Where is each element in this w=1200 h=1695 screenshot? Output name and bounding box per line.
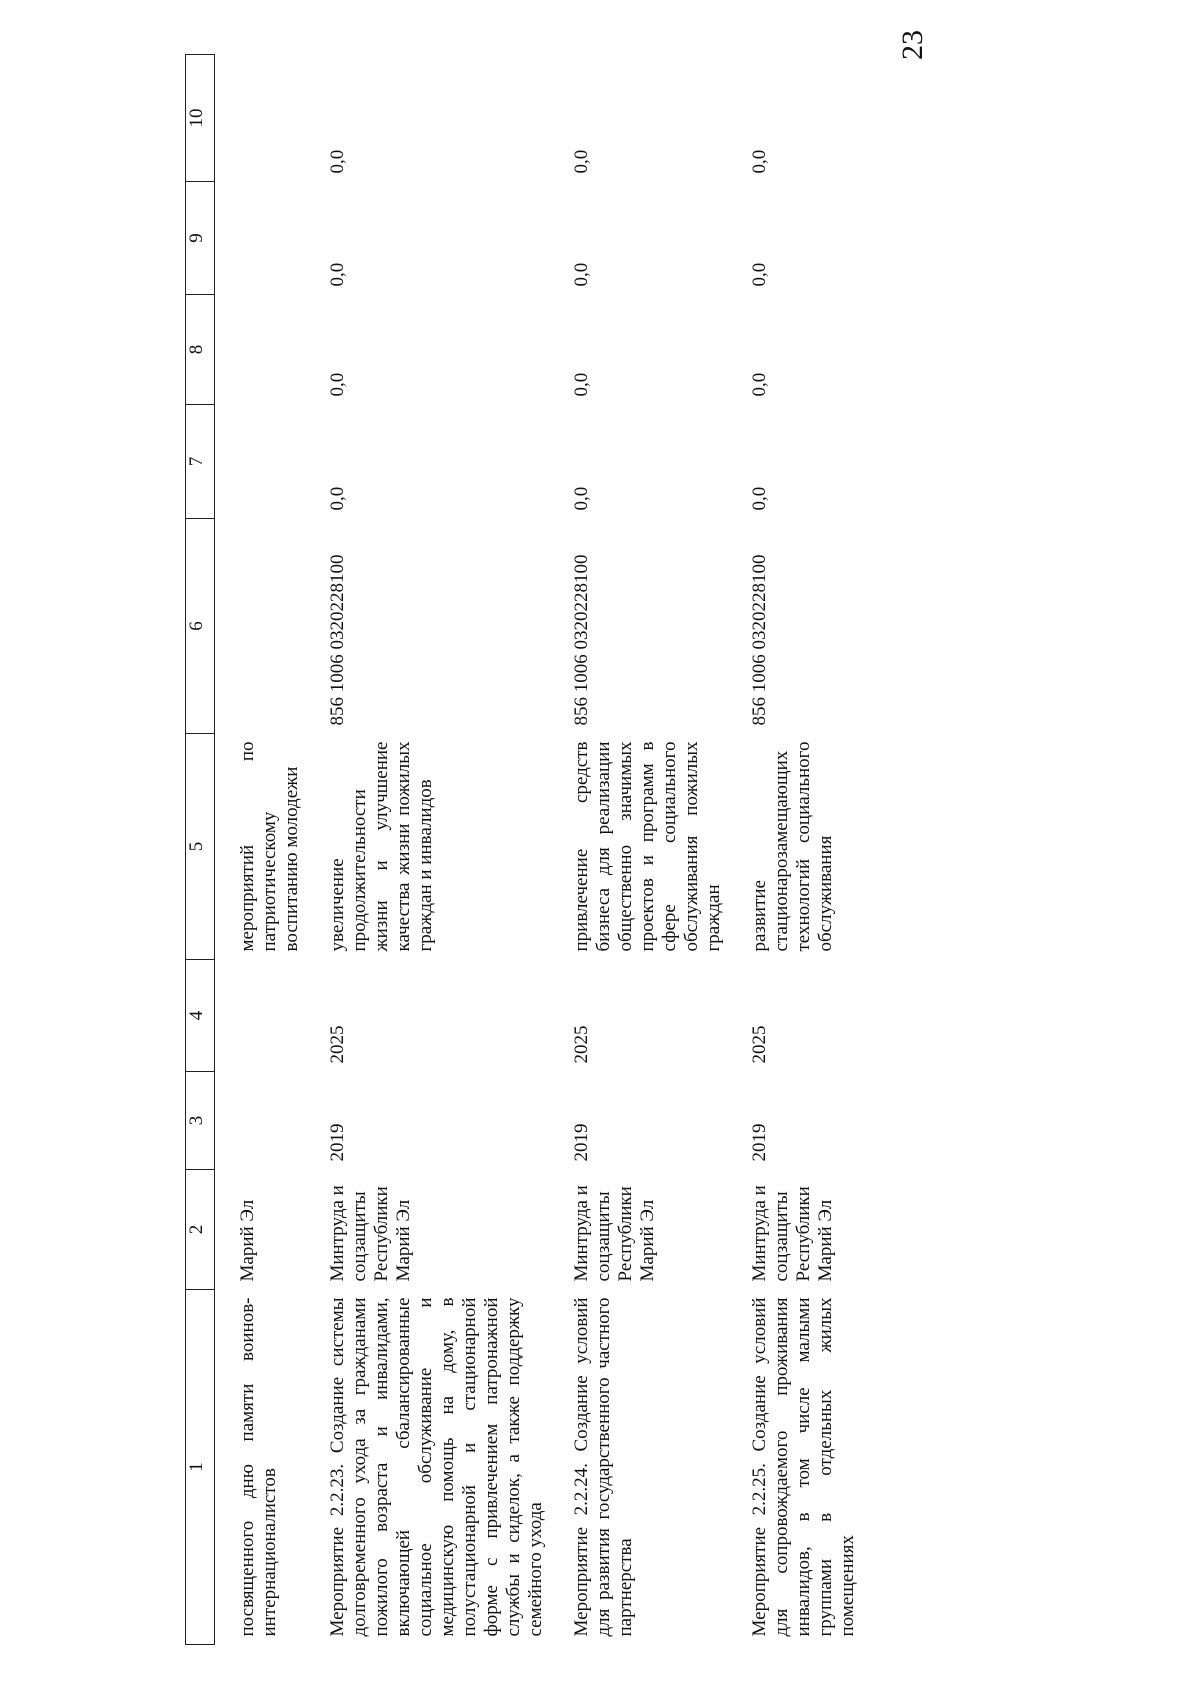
column-header-10: 10 — [186, 55, 215, 182]
budget-code-cell: 856 1006 0320228100 — [327, 554, 348, 726]
column-header-3: 3 — [186, 1072, 215, 1170]
start-year-cell: 2019 — [749, 1123, 770, 1162]
amount-cell-7: 0,0 — [571, 486, 592, 511]
executor-cell: Минтруда и соцзащиты Республики Марий Эл — [327, 1185, 414, 1282]
amount-cell-8 — [215, 295, 318, 405]
start-year-cell — [215, 1072, 318, 1170]
end-year-cell: 2025 — [571, 1025, 592, 1064]
table-row — [317, 55, 561, 1645]
executor-cell: Марий Эл — [237, 1199, 258, 1282]
program-activities-table — [185, 54, 873, 1645]
start-year-cell: 2019 — [571, 1123, 592, 1162]
rotated-table-container — [185, 55, 985, 1645]
amount-cell-8: 0,0 — [749, 372, 770, 397]
amount-cell-7: 0,0 — [749, 486, 770, 511]
amount-cell-7 — [215, 405, 318, 519]
expected-result-cell: мероприятий по патриотическому воспитанию молодежи — [237, 741, 302, 952]
amount-cell-8: 0,0 — [571, 372, 592, 397]
executor-cell: Минтруда и соцзащиты Республики Марий Эл — [749, 1185, 836, 1282]
end-year-cell — [215, 960, 318, 1072]
table-row — [739, 55, 873, 1645]
activity-name-cell: Мероприятие 2.2.24. Создание условий для развития государственного частного партнерства — [571, 1297, 636, 1637]
table-row — [561, 55, 739, 1645]
column-header-9: 9 — [186, 182, 215, 295]
amount-cell-9: 0,0 — [571, 262, 592, 287]
amount-cell-10: 0,0 — [327, 149, 348, 174]
page-number: 23 — [896, 30, 929, 60]
activity-name-cell: Мероприятие 2.2.25. Создание условий для сопровождаемого проживания инвалидов, в том числе малыми группами в отдельных жилых помещениях — [749, 1297, 858, 1637]
column-header-8: 8 — [186, 295, 215, 405]
amount-cell-7: 0,0 — [327, 486, 348, 511]
column-header-2: 2 — [186, 1170, 215, 1290]
column-header-1: 1 — [186, 1290, 215, 1645]
start-year-cell: 2019 — [327, 1123, 348, 1162]
column-header-4: 4 — [186, 960, 215, 1072]
budget-code-cell — [215, 519, 318, 734]
header-row — [186, 55, 215, 1645]
budget-code-cell: 856 1006 0320228100 — [749, 554, 770, 726]
end-year-cell: 2025 — [749, 1025, 770, 1064]
table-row — [215, 55, 318, 1645]
amount-cell-10: 0,0 — [571, 149, 592, 174]
activity-name-cell: Мероприятие 2.2.23. Создание системы долговременного ухода за гражданами пожилого возраста и инвалидами, включающей сбалансированные социальное обслуживание и медицинскую помощь на дому, в полустационарной и стационарной форме с привлечением патронажной службы и сиделок, а также поддержку семейного ухода — [327, 1297, 546, 1637]
executor-cell: Минтруда и соцзащиты Республики Марий Эл — [571, 1185, 658, 1282]
budget-code-cell: 856 1006 0320228100 — [571, 554, 592, 726]
amount-cell-8: 0,0 — [327, 372, 348, 397]
amount-cell-10 — [215, 55, 318, 182]
amount-cell-9: 0,0 — [327, 262, 348, 287]
column-header-5: 5 — [186, 734, 215, 960]
amount-cell-10: 0,0 — [749, 149, 770, 174]
activity-name-cell: посвященного дню памяти воинов-интернационалистов — [237, 1297, 280, 1637]
amount-cell-9 — [215, 182, 318, 295]
amount-cell-9: 0,0 — [749, 262, 770, 287]
end-year-cell: 2025 — [327, 1025, 348, 1064]
column-header-7: 7 — [186, 405, 215, 519]
expected-result-cell: развитие стационарозамещающих технологий социального обслуживания — [749, 741, 836, 952]
column-header-6: 6 — [186, 519, 215, 734]
expected-result-cell: увеличение продолжительности жизни и улучшение качества жизни пожилых граждан и инвалидов — [327, 741, 436, 952]
expected-result-cell: привлечение средств бизнеса для реализации общественно значимых проектов и программ в сфере социального обслуживания пожилых граждан — [571, 741, 724, 952]
